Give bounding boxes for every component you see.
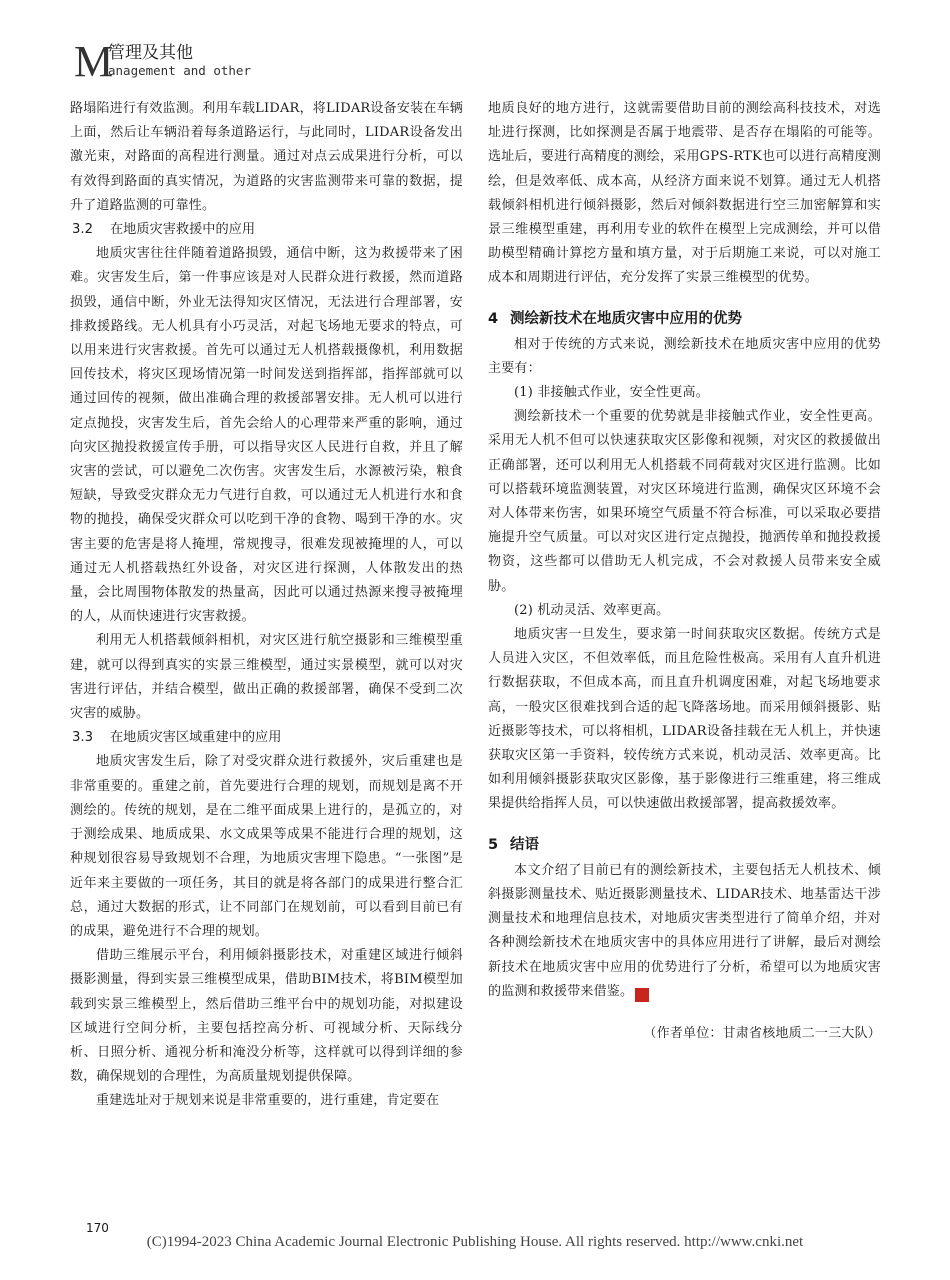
subsection-title: 在地质灾害救援中的应用 — [110, 222, 256, 238]
paragraph: 借助三维展示平台，利用倾斜摄影技术，对重建区域进行倾斜摄影测量，得到实景三维模型成果，借助BIM技术，将BIM模型加载到实景三维模型上，然后借助三维平台中的规划功能，对拟建设区域进行空间分析，主要包括控高分析、可视域分析、天际线分析、日照分析、通视分析和淹没分析等，这样就可以得到详细的参数，确保规划的合理性，为高质量规划提供保障。 — [70, 948, 463, 1085]
subsection-number: 3.3 — [72, 730, 93, 746]
section-heading-5 — [488, 833, 881, 857]
section-title: 结语 — [510, 836, 539, 853]
section-number: 4 — [488, 310, 499, 327]
subsection-heading-3-2 — [70, 218, 463, 242]
header-title-cn: 管理及其他 — [108, 43, 193, 63]
right-column — [488, 97, 881, 1046]
paragraph: 测绘新技术一个重要的优势就是非接触式作业，安全性更高。采用无人机不但可以快速获取灾区影像和视频，对灾区的救援做出正确部署，还可以利用无人机搭载不同荷载对灾区进行监测。比如可以搭载环境监测装置，对灾区环境进行监测，确保灾区环境不会对人体带来伤害，如果环境空气质量不符合标准，可以采取必要措施提升空气质量。可以对灾区进行定点抛投，抛洒传单和抛投救援物资，这些都可以借助无人机完成，不会对救援人员带来安全威胁。 — [488, 409, 881, 594]
subsection-title: 在地质灾害区域重建中的应用 — [110, 730, 282, 746]
paragraph: 地质良好的地方进行，这就需要借助目前的测绘高科技技术，对选址进行探测，比如探测是否属于地震带、是否存在塌陷的可能等。选址后，要进行高精度的测绘，采用GPS-RTK也可以进行高精度测绘，但是效率低、成本高，从经济方面来说不划算。通过无人机搭载倾斜相机进行倾斜摄影，然后对倾斜数据进行空三加密解算和实景三维模型重建，再利用专业的软件在模型上完成测绘，并可以借助模型精确计算挖方量和填方量，对于后期施工来说，可以对施工成本和周期进行评估，充分发挥了实景三维模型的优势。 — [488, 101, 881, 286]
list-item: (2) 机动灵活、效率更高。 — [514, 602, 670, 618]
conclusion-text: 本文介绍了目前已有的测绘新技术，主要包括无人机技术、倾斜摄影测量技术、贴近摄影测量技术、LIDAR技术、地基雷达干涉测量技术和地理信息技术，对地质灾害类型进行了简单介绍，并对各种测绘新技术在地质灾害中的具体应用进行了讲解，最后对测绘新技术在地质灾害中应用的优势进行了分析，希望可以为地质灾害的监测和救援带来借鉴。 — [488, 862, 881, 999]
section-heading-4 — [488, 307, 881, 331]
section-title: 测绘新技术在地质灾害中应用的优势 — [510, 310, 742, 327]
subsection-heading-3-3 — [70, 726, 463, 750]
page-number: 170 — [86, 1221, 109, 1235]
paragraph: 地质灾害一旦发生，要求第一时间获取灾区数据。传统方式是人员进入灾区，不但效率低，而且危险性极高。采用有人直升机进行数据获取，不但成本高，而且直升机调度困难，对起飞场地要求高，一般灾区很难找到合适的起飞降落场地。而采用倾斜摄影、贴近摄影等技术，可以将相机，LIDAR设备挂载在无人机上，并快速获取灾区第一手资料，较传统方式来说，机动灵活、效率更高。比如利用倾斜摄影获取灾区影像，基于影像进行三维重建，将三维成果提供给指挥人员，可以快速做出救援部署，提高救援效率。 — [488, 627, 881, 812]
paragraph: 利用无人机搭载倾斜相机，对灾区进行航空摄影和三维模型重建，就可以得到真实的实景三维模型，通过实景模型，就可以对灾害进行评估，并结合模型，做出正确的救援部署，确保不受到二次灾害的威胁。 — [70, 633, 463, 722]
left-column — [70, 97, 463, 1114]
paragraph: 重建选址对于规划来说是非常重要的，进行重建，肯定要在 — [96, 1093, 440, 1109]
subsection-number: 3.2 — [72, 222, 93, 238]
section-number: 5 — [488, 836, 499, 853]
list-item: (1) 非接触式作业，安全性更高。 — [514, 385, 709, 401]
paragraph: 路塌陷进行有效监测。利用车载LIDAR，将LIDAR设备安装在车辆上面，然后让车辆沿着每条道路运行，与此同时，LIDAR设备发出激光束，对路面的高程进行测量。通过对点云成果进行分析，可以有效得到路面的真实情况，为道路的灾害监测带来可靠的数据，提升了道路监测的可靠性。 — [70, 101, 463, 213]
paragraph: 地质灾害往往伴随着道路损毁，通信中断，这为救援带来了困难。灾害发生后，第一件事应该是对人民群众进行救援，然而道路损毁，通信中断，外业无法得知灾区情况，无法进行合理部署，安排救援路线。无人机具有小巧灵活，对起飞场地无要求的特点，可以用来进行灾害救援。首先可以通过无人机搭载摄像机，利用数据回传技术，将灾区现场情况第一时间发送到指挥部，指挥部就可以通过回传的视频，做出准确合理的救援部署安排。无人机可以进行定点抛投，灾害发生后，首先会给人的心理带来严重的影响，通过向灾区抛投救援宣传手册，可以指导灾区人民进行自救，并且了解灾害的尝试，可以避免二次伤害。灾害发生后，水源被污染，粮食短缺，导致受灾群众无力气进行自救，可以通过无人机进行水和食物的抛投，确保受灾群众可以吃到干净的食物、喝到干净的水。灾害主要的危害是将人掩埋，常规搜寻，很难发现被掩埋的人，可以通过无人机搭载热红外设备，对灾区进行探测，人体散发出的热量，会比周围物体散发的热量高，因此可以通过热源来搜寻被掩埋的人，从而快速进行灾害救援。 — [70, 246, 463, 625]
paragraph: 地质灾害发生后，除了对受灾群众进行救援外，灾后重建也是非常重要的。重建之前，首先要进行合理的规划，而规划是离不开测绘的。传统的规划，是在二维平面成果上进行的，是孤立的，对于测绘成果、地质成果、水文成果等成果不能进行合理的规划，这种规划很容易导致规划不合理，为地质灾害埋下隐患。“一张图”是近年来主要做的一项任务，其目的就是将各部门的成果进行整合汇总，通过大数据的形式，让不同部门在规划前，可以看到目前已有的成果，避免进行不合理的规划。 — [70, 754, 463, 939]
running-header — [74, 37, 474, 86]
copyright-footer: (C)1994-2023 China Academic Journal Electronic Publishing House. All rights reserved. http://www.cnki.net — [146, 1234, 804, 1250]
author-affiliation: （作者单位：甘肃省核地质二一三大队） — [643, 1025, 881, 1041]
paragraph: 相对于传统的方式来说，测绘新技术在地质灾害中应用的优势主要有： — [488, 336, 881, 376]
end-mark-icon: 通 — [635, 988, 649, 1002]
header-big-letter: M — [74, 37, 114, 86]
paragraph — [488, 859, 881, 1004]
header-title-en: anagement and other — [108, 63, 251, 78]
